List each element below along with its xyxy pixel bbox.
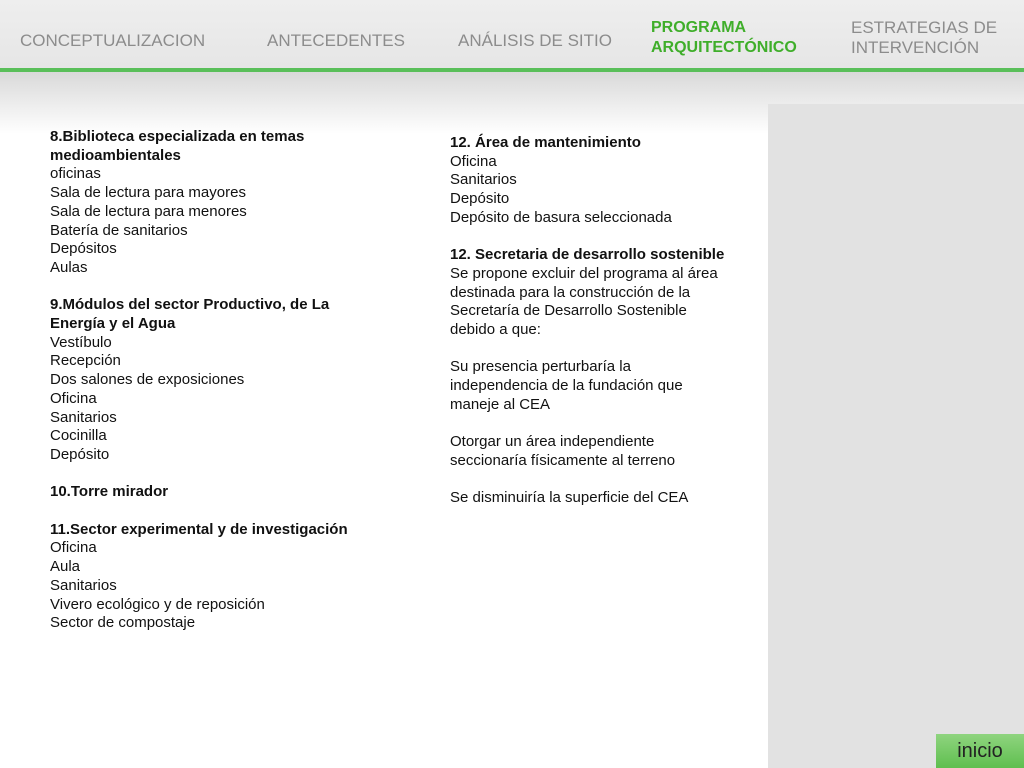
list-item: Batería de sanitarios (50, 221, 188, 239)
section-title: 11.Sector experimental y de investigación (50, 520, 348, 538)
side-panel (768, 104, 1024, 768)
section-title: 9.Módulos del sector Productivo, de La (50, 296, 330, 314)
list-item: Depósito (50, 445, 110, 463)
section-title: medioambientales (50, 146, 181, 164)
reason-paragraph (450, 489, 750, 508)
reason-paragraph (450, 433, 750, 470)
section-title: 8.Biblioteca especializada en temas (50, 128, 305, 145)
paragraph-line: seccionaría físicamente al terreno (450, 451, 676, 469)
paragraph-line: Otorgar un área independiente (450, 433, 655, 451)
list-item: Depósito (450, 190, 510, 208)
paragraph-line: independencia de la fundación que (450, 377, 683, 395)
tab-label-line1: PROGRAMA (651, 19, 747, 36)
paragraph-line: Secretaría de Desarrollo Sostenible (450, 302, 687, 320)
list-item: Depósito de basura seleccionada (450, 208, 672, 226)
right-column (450, 134, 750, 527)
section-secretaria-desarrollo (450, 246, 750, 508)
tab-estrategias-de-intervencion[interactable] (851, 18, 997, 58)
list-item: Sala de lectura para menores (50, 202, 247, 220)
top-navigation (0, 0, 1024, 68)
list-item: Oficina (50, 389, 97, 407)
list-item: Vestíbulo (50, 333, 112, 351)
paragraph-line: Se disminuiría la superficie del CEA (450, 489, 689, 507)
paragraph-line: maneje al CEA (450, 395, 551, 413)
tab-label-line1: ESTRATEGIAS DE (851, 18, 998, 37)
paragraph-line: Se propone excluir del programa al área (450, 264, 718, 282)
section-sector-experimental (50, 521, 380, 633)
list-item: Vivero ecológico y de reposición (50, 595, 265, 613)
list-item: Sanitarios (50, 576, 117, 594)
tab-programa-arquitectonico[interactable] (651, 18, 797, 58)
intro-paragraph (450, 265, 750, 340)
section-biblioteca (50, 128, 380, 278)
list-item: oficinas (50, 165, 101, 183)
section-title: 12. Secretaria de desarrollo sostenible (450, 246, 725, 264)
reason-paragraph (450, 358, 750, 414)
tab-antecedentes[interactable]: ANTECEDENTES (267, 31, 405, 50)
tab-label-line2: ARQUITECTÓNICO (651, 39, 797, 56)
home-button[interactable]: inicio (936, 734, 1024, 768)
list-item: Sector de compostaje (50, 614, 196, 632)
paragraph-line: debido a que: (450, 321, 541, 339)
paragraph-line: Su presencia perturbaría la (450, 358, 631, 376)
list-item: Sanitarios (50, 408, 117, 426)
list-item: Aula (50, 558, 81, 576)
section-torre-mirador (50, 483, 380, 502)
list-item: Sanitarios (450, 171, 517, 189)
section-title: Energía y el Agua (50, 315, 176, 333)
list-item: Recepción (50, 352, 121, 370)
left-column (50, 128, 380, 652)
tab-label-line2: INTERVENCIÓN (851, 38, 980, 57)
section-title: 10.Torre mirador (50, 483, 169, 501)
list-item: Depósitos (50, 240, 117, 258)
section-modulos-productivo (50, 296, 380, 464)
list-item: Oficina (50, 539, 97, 557)
paragraph-line: destinada para la construcción de la (450, 283, 691, 301)
tab-conceptualizacion[interactable]: CONCEPTUALIZACION (20, 31, 206, 50)
list-item: Oficina (450, 152, 497, 170)
list-item: Sala de lectura para mayores (50, 184, 246, 202)
list-item: Dos salones de exposiciones (50, 371, 245, 389)
list-item: Aulas (50, 258, 88, 276)
tab-analisis-de-sitio[interactable]: ANÁLISIS DE SITIO (458, 31, 612, 50)
list-item: Cocinilla (50, 427, 107, 445)
section-title: 12. Área de mantenimiento (450, 134, 641, 151)
section-area-mantenimiento (450, 134, 750, 228)
